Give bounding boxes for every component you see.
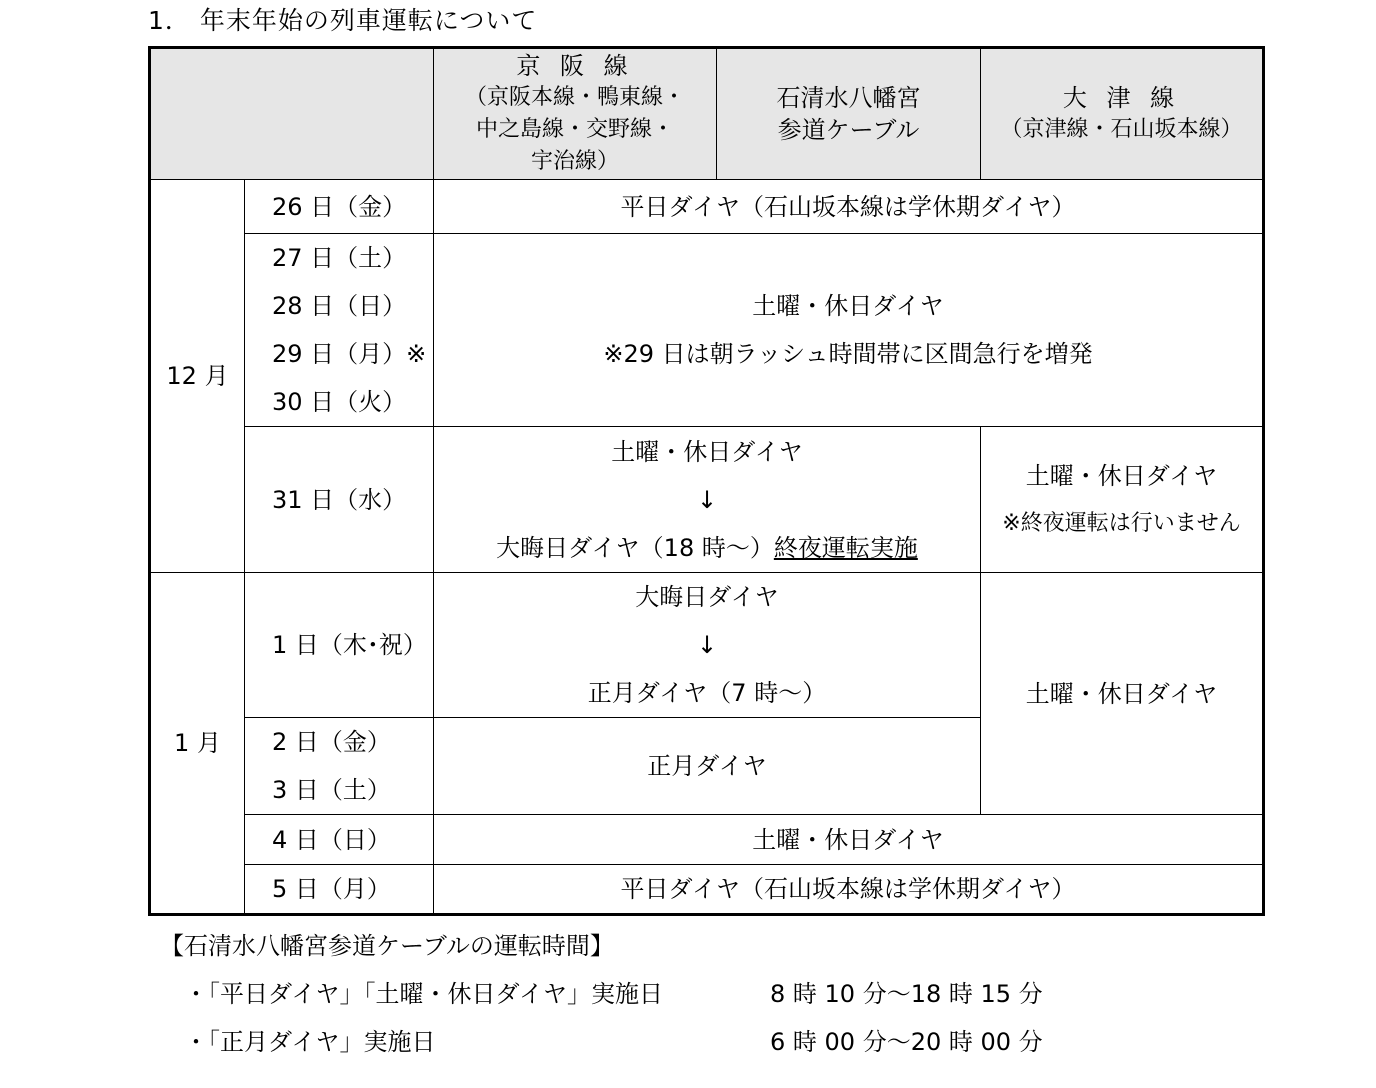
schedule-cell: 平日ダイヤ（石山坂本線は学休期ダイヤ）	[434, 865, 1264, 915]
cable-hours-notes	[160, 922, 1043, 1066]
table-row	[150, 180, 1264, 234]
notes-title: 【石清水八幡宮参道ケーブルの運転時間】	[160, 932, 614, 960]
date-cell: 1 日（木･祝）	[245, 573, 434, 718]
list-item: ・「平日ダイヤ」「土曜・休日ダイヤ」実施日 8 時 10 分～18 時 15 分	[184, 980, 1043, 1008]
table-row	[150, 234, 1264, 427]
arrow-down-icon: ↓	[696, 631, 718, 659]
month-december: 12 月	[150, 180, 245, 573]
schedule-cell-otsu: 土曜・休日ダイヤ ※終夜運転は行いません	[981, 427, 1264, 573]
date-cell: 26 日（金）	[245, 180, 434, 234]
arrow-down-icon: ↓	[696, 485, 718, 514]
schedule-cell-keihan-cable: 正月ダイヤ	[434, 718, 981, 815]
header-keihan-line: 京 阪 線 （京阪本線・鴨東線・ 中之島線・交野線・ 宇治線）	[434, 48, 717, 180]
schedule-table	[148, 46, 1265, 916]
header-cable-line: 石清水八幡宮 参道ケーブル	[717, 48, 981, 180]
date-cell: 27 日（土） 28 日（日） 29 日（月）※ 30 日（火）	[245, 234, 434, 427]
all-night-service-text: 終夜運転実施	[773, 533, 918, 562]
table-row	[150, 573, 1264, 718]
notes-title-row	[160, 922, 614, 970]
schedule-cell-keihan-cable: 大晦日ダイヤ ↓ 正月ダイヤ（7 時～）	[434, 573, 981, 718]
date-cell: 4 日（日）	[245, 815, 434, 865]
schedule-cell: 土曜・休日ダイヤ	[434, 815, 1264, 865]
schedule-cell: 平日ダイヤ（石山坂本線は学休期ダイヤ）	[434, 180, 1264, 234]
header-otsu-line: 大 津 線 （京津線・石山坂本線）	[981, 48, 1264, 180]
schedule-cell-otsu: 土曜・休日ダイヤ	[981, 573, 1264, 815]
date-cell: 5 日（月）	[245, 865, 434, 915]
date-cell: 2 日（金） 3 日（土）	[245, 718, 434, 815]
table-row	[150, 865, 1264, 915]
header-row	[150, 48, 1264, 180]
schedule-cell-keihan-cable: 土曜・休日ダイヤ ↓ 大晦日ダイヤ（18 時～）終夜運転実施	[434, 427, 981, 573]
month-january: 1 月	[150, 573, 245, 915]
schedule-cell: 土曜・休日ダイヤ ※29 日は朝ラッシュ時間帯に区間急行を増発	[434, 234, 1264, 427]
date-cell: 31 日（水）	[245, 427, 434, 573]
table-row	[150, 427, 1264, 573]
header-blank-cell	[150, 48, 434, 180]
list-item: ・「正月ダイヤ」実施日 6 時 00 分～20 時 00 分	[184, 1028, 1043, 1056]
page-heading: 1． 年末年始の列車運転について	[148, 6, 538, 35]
table-row	[150, 815, 1264, 865]
